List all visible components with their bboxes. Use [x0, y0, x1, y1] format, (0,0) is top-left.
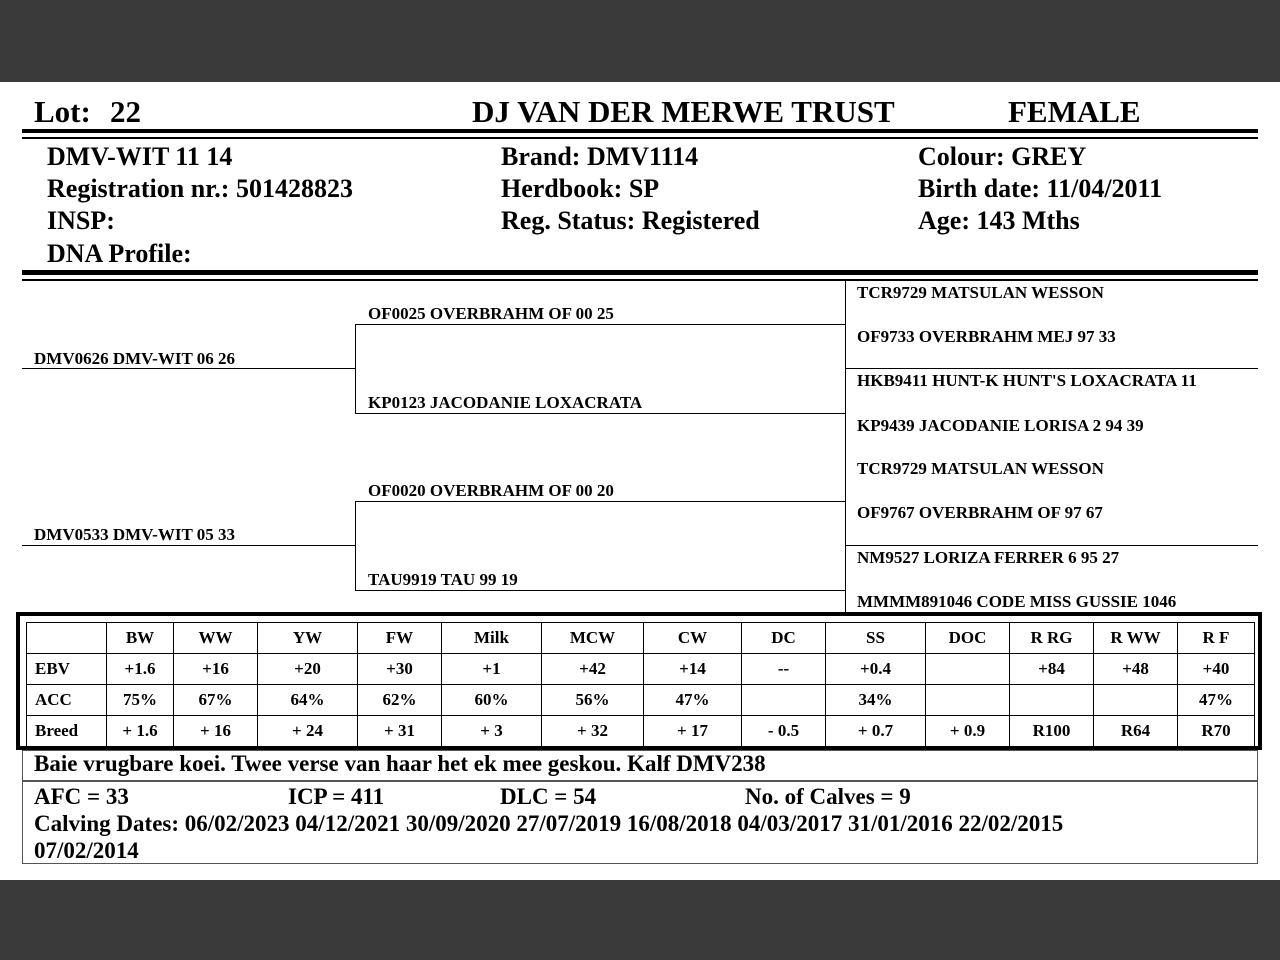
header-rule-thin: [22, 137, 1258, 139]
registration-status: Reg. Status: Registered: [501, 206, 760, 235]
table-cell: +48: [1094, 654, 1178, 685]
icp-value: ICP = 411: [288, 784, 385, 809]
ebv-table: [26, 622, 1255, 747]
sire-branch-divider: [845, 368, 1258, 369]
dd-dam-name: MMMM891046 CODE MISS GUSSIE 1046: [857, 592, 1177, 611]
dam-sire-line: [355, 501, 845, 502]
dam-bracket: [355, 501, 356, 591]
row-label: ACC: [27, 685, 107, 716]
breed-row: [27, 716, 1255, 747]
table-cell: [1094, 685, 1178, 716]
table-cell: + 24: [258, 716, 358, 747]
sire-line: [22, 368, 356, 369]
dna-profile-label: DNA Profile:: [47, 239, 192, 268]
table-cell: 64%: [258, 685, 358, 716]
header-cell: MCW: [542, 623, 644, 654]
dam-dam-line: [355, 590, 845, 591]
header-cell: DC: [742, 623, 826, 654]
table-cell: --: [742, 654, 826, 685]
table-cell: +1: [442, 654, 542, 685]
ds-sire-name: TCR9729 MATSULAN WESSON: [857, 459, 1104, 478]
sire-name: DMV0626 DMV-WIT 06 26: [34, 349, 235, 368]
sire-bracket: [355, 324, 356, 414]
afc-value: AFC = 33: [34, 784, 129, 809]
header-cell: BW: [107, 623, 174, 654]
table-cell: 34%: [826, 685, 926, 716]
header-cell: FW: [358, 623, 442, 654]
table-cell: +0.4: [826, 654, 926, 685]
acc-row: [27, 685, 1255, 716]
sd-dam-name: KP9439 JACODANIE LORISA 2 94 39: [857, 416, 1144, 435]
table-cell: 47%: [644, 685, 742, 716]
info-rule-thick: [22, 270, 1258, 275]
table-cell: R100: [1010, 716, 1094, 747]
table-cell: 62%: [358, 685, 442, 716]
lot-label: Lot:: [34, 94, 91, 129]
dd-sire-name: NM9527 LORIZA FERRER 6 95 27: [857, 548, 1120, 567]
header-cell: R RG: [1010, 623, 1094, 654]
header-cell: DOC: [926, 623, 1010, 654]
table-cell: + 0.7: [826, 716, 926, 747]
dam-name: DMV0533 DMV-WIT 05 33: [34, 525, 235, 544]
table-cell: + 1.6: [107, 716, 174, 747]
dam-branch-divider: [845, 545, 1258, 546]
dlc-value: DLC = 54: [500, 784, 597, 809]
dam-dam-name: TAU9919 TAU 99 19: [368, 570, 518, 589]
table-cell: 47%: [1178, 685, 1255, 716]
sire-dam-name: KP0123 JACODANIE LOXACRATA: [368, 393, 643, 412]
brand: Brand: DMV1114: [501, 142, 699, 171]
dam-line: [22, 545, 356, 546]
table-cell: 60%: [442, 685, 542, 716]
table-cell: +1.6: [107, 654, 174, 685]
header-cell: R WW: [1094, 623, 1178, 654]
header-cell: YW: [258, 623, 358, 654]
table-cell: [926, 685, 1010, 716]
registration-number: Registration nr.: 501428823: [47, 174, 353, 203]
dam-sire-name: OF0020 OVERBRAHM OF 00 20: [368, 481, 614, 500]
table-cell: + 0.9: [926, 716, 1010, 747]
animal-name: DMV-WIT 11 14: [47, 142, 233, 171]
row-label: Breed: [27, 716, 107, 747]
sire-dam-line: [355, 413, 845, 414]
pedigree-top-line: [22, 280, 844, 281]
birth-date: Birth date: 11/04/2011: [918, 174, 1163, 203]
table-cell: +40: [1178, 654, 1255, 685]
header-cell: [27, 623, 107, 654]
table-cell: +42: [542, 654, 644, 685]
row-label: EBV: [27, 654, 107, 685]
pedigree-divider: [845, 281, 846, 613]
ss-dam-name: OF9733 OVERBRAHM MEJ 97 33: [857, 327, 1116, 346]
lot-number: 22: [110, 94, 141, 129]
table-cell: +20: [258, 654, 358, 685]
table-cell: + 17: [644, 716, 742, 747]
header-cell: R F: [1178, 623, 1255, 654]
header-rule-thick: [22, 129, 1258, 133]
calving-dates: Calving Dates: 06/02/2023 04/12/2021 30/09/2020 27/07/2019 16/08/2018 04/03/2017 31/01/2016 22/02/2015: [34, 811, 1064, 836]
table-cell: + 31: [358, 716, 442, 747]
ss-sire-name: TCR9729 MATSULAN WESSON: [857, 283, 1104, 302]
sd-sire-name: HKB9411 HUNT-K HUNT'S LOXACRATA 11: [857, 371, 1197, 390]
table-cell: R70: [1178, 716, 1255, 747]
header-cell: WW: [174, 623, 258, 654]
table-cell: + 3: [442, 716, 542, 747]
table-cell: + 32: [542, 716, 644, 747]
sire-sire-name: OF0025 OVERBRAHM OF 00 25: [368, 304, 614, 323]
header-cell: CW: [644, 623, 742, 654]
breeder-name: DJ VAN DER MERWE TRUST: [472, 94, 895, 129]
ebv-header-row: [27, 623, 1255, 654]
table-cell: 75%: [107, 685, 174, 716]
table-cell: R64: [1094, 716, 1178, 747]
sire-sire-line: [355, 324, 845, 325]
remarks-text: Baie vrugbare koei. Twee verse van haar het ek mee geskou. Kalf DMV238: [34, 751, 766, 776]
herdbook: Herdbook: SP: [501, 174, 660, 203]
insp-label: INSP:: [47, 206, 115, 235]
table-cell: +16: [174, 654, 258, 685]
table-cell: [742, 685, 826, 716]
sex-label: FEMALE: [1008, 94, 1141, 129]
table-cell: 56%: [542, 685, 644, 716]
table-cell: +14: [644, 654, 742, 685]
calving-dates-continued: 07/02/2014: [34, 838, 139, 863]
table-cell: - 0.5: [742, 716, 826, 747]
table-cell: + 16: [174, 716, 258, 747]
table-cell: +30: [358, 654, 442, 685]
header-cell: SS: [826, 623, 926, 654]
document-page: [0, 82, 1280, 880]
table-cell: +84: [1010, 654, 1094, 685]
calves-count: No. of Calves = 9: [745, 784, 911, 809]
ebv-row: [27, 654, 1255, 685]
colour: Colour: GREY: [918, 142, 1087, 171]
table-cell: [926, 654, 1010, 685]
ds-dam-name: OF9767 OVERBRAHM OF 97 67: [857, 503, 1103, 522]
header-cell: Milk: [442, 623, 542, 654]
age: Age: 143 Mths: [918, 206, 1080, 235]
table-cell: [1010, 685, 1094, 716]
table-cell: 67%: [174, 685, 258, 716]
